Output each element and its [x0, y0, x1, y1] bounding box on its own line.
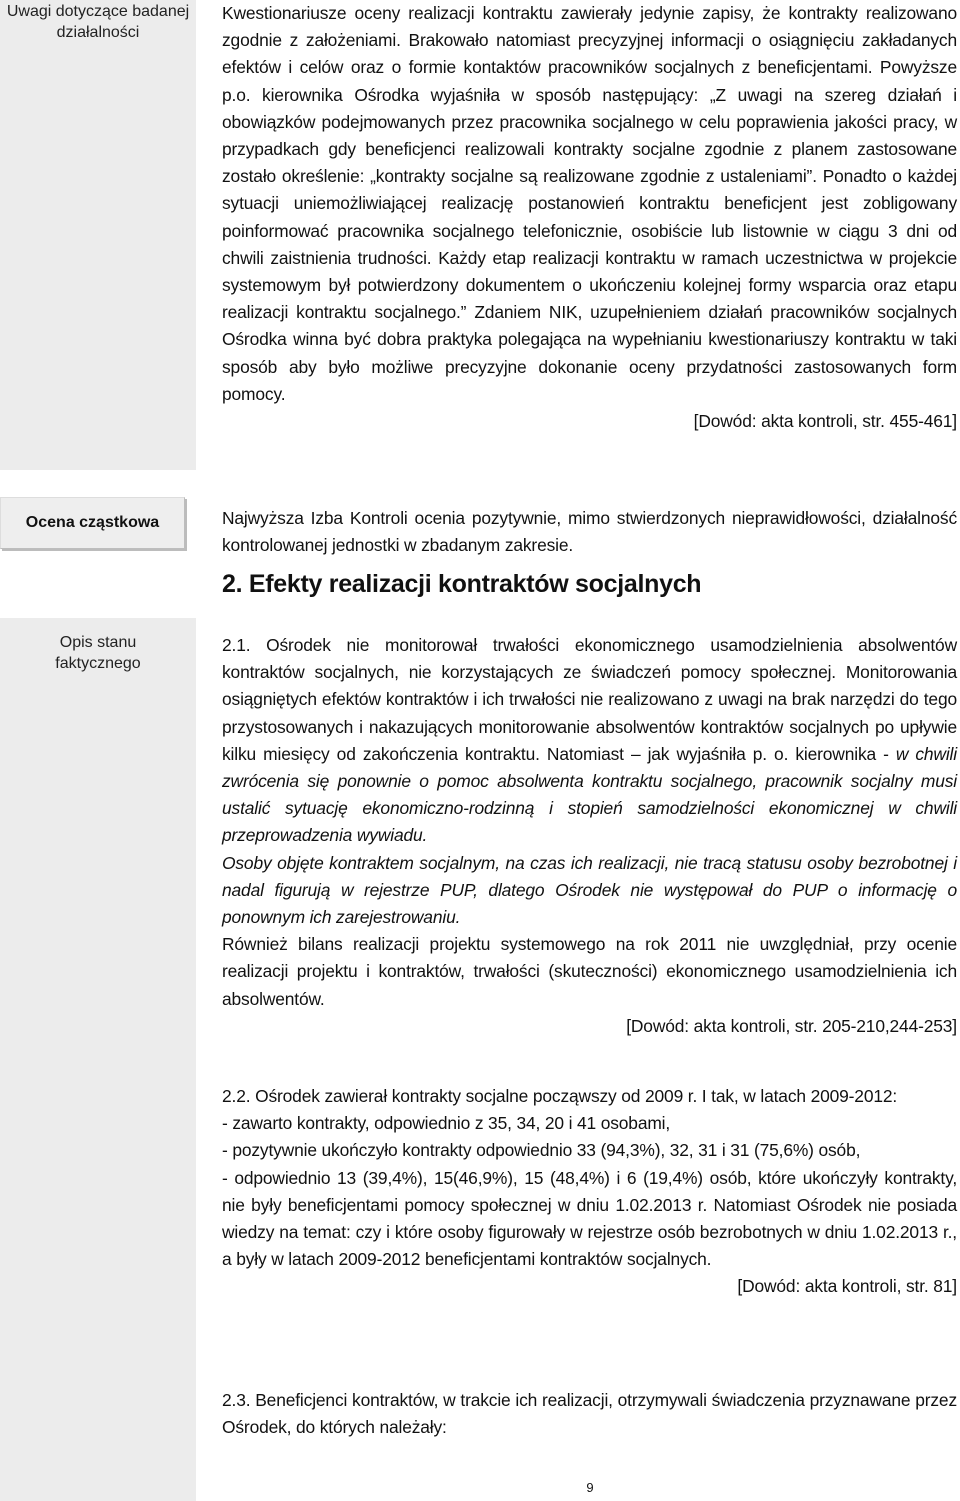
list-item: - zawarto kontrakty, odpowiednio z 35, 34, 20 i 41 osobami, [222, 1113, 671, 1134]
sidebar-label-facts: Opis stanu faktycznego [55, 634, 141, 672]
text-normal: 2.1. Ośrodek nie monitorował trwałości ekonomicznego usamodzielnienia absolwentów kontraktów socjalnych, nie korzystających ze świadczeń pomocy społecznej. Monitorowania osiągniętych efektów kontraktów i ich trwałości nie realizowano z uwagi na brak narzędzi do tego przystosowanych i nakazujących monitorowanie absolwentów kontraktów socjalnych po upływie kilku miesięcy od zakończenia kontraktu. Natomiast – jak wyjaśniła p. o. kierownika - [222, 635, 957, 764]
section-2-3 [222, 1387, 957, 1441]
sidebar-label-remarks: Uwagi dotyczące badanej działalności [6, 3, 190, 41]
paragraph-2-3: 2.3. Beneficjenci kontraktów, w trakcie ich realizacji, otrzymywali świadczenia przyznawane przez Ośrodek, do których należały: [222, 1390, 957, 1438]
evidence-ref: [Dowód: akta kontroli, str. 81] [737, 1276, 957, 1297]
paragraph-2-1-balance: Również bilans realizacji projektu systemowego na rok 2011 nie uwzględniał, przy ocenie realizacji projektu i kontraktów, trwałości (skuteczności) ekonomicznego usamodzielnienia ich absolwentów. [222, 934, 957, 1009]
paragraph-2-1-quote [222, 850, 957, 932]
text-italic-quote-2: Osoby objęte kontraktem socjalnym, na czas ich realizacji, nie tracą statusu osoby bezrobotnej i nadal figurują w rejestrze PUP, dlatego Ośrodek nie występował do PUP o informację o ponownym ich zarejestrowaniu. [222, 852, 957, 928]
section-2-2 [222, 1083, 957, 1301]
sidebar-panel-facts [0, 618, 196, 1501]
assessment-block [222, 505, 957, 559]
section-title: 2. Efekty realizacji kontraktów socjalnych [222, 570, 702, 598]
text-italic-quote: w chwili zwrócenia się ponownie o pomoc absolwenta kontraktu socjalnego, pracownik socjalny musi ustalić sytuację ekonomiczno-rodzinną i stopień samodzielności ekonomicznej w chwili przeprowadzenia wywiadu. [222, 743, 957, 846]
paragraph-2-1 [222, 632, 957, 850]
evidence-ref: [Dowód: akta kontroli, str. 205-210,244-253] [626, 1015, 957, 1036]
evidence-ref: [Dowód: akta kontroli, str. 455-461] [693, 411, 957, 432]
remarks-block [222, 0, 957, 435]
sidebar-panel-remarks [0, 0, 196, 470]
remarks-paragraph: Kwestionariusze oceny realizacji kontraktu zawierały jedynie zapisy, że kontrakty realizowano zgodnie z założeniami. Brakowało natomiast precyzyjnej informacji o osiągnięciu zakładanych efektów i celów oraz o formie kontaktów pracowników socjalnych z beneficjentami. Powyższe p.o. kierownika Ośrodka wyjaśniła w sposób następujący: „Z uwagi na szereg działań i obowiązków podejmowanych przez pracownika socjalnego w celu poprawienia jakości pracy, w przypadkach gdy beneficjenci realizowali kontrakty socjalne zgodnie z planem zastosowane zostało określenie: „kontrakty socjalne są realizowane zgodnie z ustaleniami”. Ponadto o każdej sytuacji uniemożliwiającej realizację postanowień kontraktu beneficjent jest zobligowany poinformować pracownika socjalnego telefonicznie, osobiście lub listownie w ciągu 3 dni od chwili zaistnienia trudności. Każdy etap realizacji kontraktu w ramach uczestnictwa w projekcie systemowym był potwierdzony dokumentem o ukończeniu kolejnej formy wsparcia oraz etapu realizacji kontraktu socjalnego.” Zdaniem NIK, uzupełnieniem działań pracowników socjalnych Ośrodka winna być dobra praktyka polegająca na wypełnianiu kwestionariuszy kontraktu w taki sposób aby było możliwe precyzyjne dokonanie oceny przydatności zastosowanych form pomocy. [222, 3, 957, 404]
list-item: - odpowiednio 13 (39,4%), 15(46,9%), 15 (48,4%) i 6 (19,4%) osób, które ukończyły kontrakty, nie były beneficjentami pomocy społecznej w dniu 1.02.2013 r. Natomiast Ośrodek nie posiada wiedzy na temat: czy i które osoby figurowały w rejestrze osób bezrobotnych w dniu 1.02.2013 r., a były w latach 2009-2012 beneficjentami kontraktów socjalnych. [222, 1167, 957, 1270]
paragraph-2-2-intro: 2.2. Ośrodek zawierał kontrakty socjalne począwszy od 2009 r. I tak, w latach 2009-2012: [222, 1086, 898, 1106]
sidebar-label-assessment: Ocena cząstkowa [0, 497, 185, 549]
list-item: - pozytywnie ukończyło kontrakty odpowiednio 33 (94,3%), 32, 31 i 31 (75,6%) osób, [222, 1140, 861, 1161]
section-2-1 [222, 632, 957, 1040]
page-number: 9 [586, 1480, 594, 1495]
assessment-text: Najwyższa Izba Kontroli ocenia pozytywnie, mimo stwierdzonych nieprawidłowości, działalność kontrolowanej jednostki w zbadanym zakresie. [222, 508, 957, 556]
